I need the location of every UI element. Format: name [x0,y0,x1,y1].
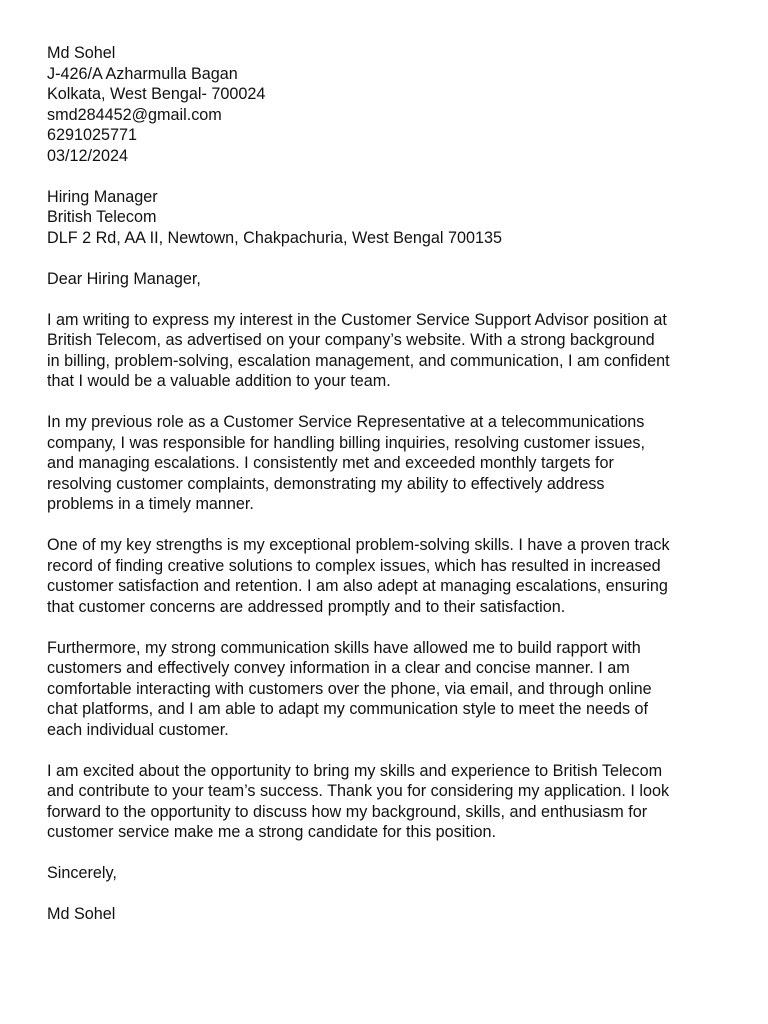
spacer [47,166,728,187]
paragraph-1 [47,310,728,392]
paragraph-5 [47,761,728,843]
paragraph-line: problems in a timely manner. [47,495,254,513]
paragraph-line: in billing, problem-solving, escalation management, and communication, I am confident [47,351,670,370]
paragraph-line: Furthermore, my strong communication skills have allowed me to build rapport with [47,638,641,657]
spacer [47,515,728,536]
paragraph-2 [47,412,728,515]
salutation-text: Dear Hiring Manager, [47,269,201,288]
signature [47,904,728,925]
paragraph-line: company, I was responsible for handling billing inquiries, resolving customer issues, [47,433,646,452]
sender-email: smd284452@gmail.com [47,105,222,124]
paragraph-line: chat platforms, and I am able to adapt my communication style to meet the needs of [47,700,649,718]
spacer [47,884,728,905]
sender-block [47,43,728,166]
paragraph-4 [47,638,728,741]
paragraph-line: comfortable interacting with customers over the phone, via email, and through online [47,679,652,698]
spacer [47,289,728,310]
paragraph-line: I am writing to express my interest in the Customer Service Support Advisor position at [47,310,667,329]
paragraph-line: record of finding creative solutions to complex issues, which has resulted in increased [47,556,661,575]
sender-address-line1: J-426/A Azharmulla Bagan [47,64,238,83]
paragraph-line: resolving customer complaints, demonstrating my ability to effectively address [47,474,605,493]
spacer [47,392,728,413]
sender-name: Md Sohel [47,44,116,62]
paragraph-line: forward to the opportunity to discuss how my background, skills, and enthusiasm for [47,802,648,821]
recipient-block [47,187,728,249]
spacer [47,617,728,638]
paragraph-line: I am excited about the opportunity to bring my skills and experience to British Telecom [47,761,663,780]
letter-date: 03/12/2024 [47,146,129,165]
closing [47,863,728,884]
paragraph-line: customers and effectively convey information in a clear and concise manner. I am [47,659,630,677]
closing-text: Sincerely, [47,864,117,882]
paragraph-line: and contribute to your team’s success. Thank you for considering my application. I look [47,782,670,800]
paragraph-line: One of my key strengths is my exceptional problem-solving skills. I have a proven track [47,536,670,554]
paragraph-line: customer satisfaction and retention. I am also adept at managing escalations, ensuring [47,577,668,595]
sender-phone: 6291025771 [47,126,138,144]
paragraph-line: that customer concerns are addressed promptly and to their satisfaction. [47,597,566,616]
recipient-company: British Telecom [47,208,157,226]
paragraph-line: customer service make me a strong candidate for this position. [47,823,496,841]
paragraph-line: that I would be a valuable addition to your team. [47,372,391,390]
paragraph-line: each individual customer. [47,720,229,739]
paragraph-line: and managing escalations. I consistently met and exceeded monthly targets for [47,454,614,472]
spacer [47,248,728,269]
paragraph-line: In my previous role as a Customer Service Representative at a telecommunications [47,413,645,431]
spacer [47,740,728,761]
sender-address-line2: Kolkata, West Bengal- 700024 [47,85,266,103]
paragraph-3 [47,535,728,617]
salutation [47,269,728,290]
spacer [47,843,728,864]
recipient-address: DLF 2 Rd, AA II, Newtown, Chakpachuria, West Bengal 700135 [47,228,503,247]
recipient-title: Hiring Manager [47,187,158,206]
signature-name: Md Sohel [47,905,116,923]
paragraph-line: British Telecom, as advertised on your company’s website. With a strong background [47,331,655,349]
